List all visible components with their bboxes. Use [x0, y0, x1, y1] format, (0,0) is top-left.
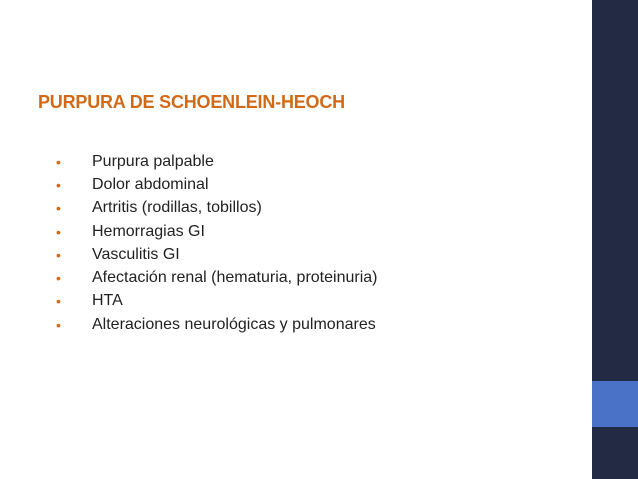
list-item — [56, 313, 377, 336]
list-item — [56, 197, 377, 220]
bullet-text: Hemorragias GI — [92, 222, 205, 240]
list-item — [56, 243, 377, 266]
bullet-text: Alteraciones neurológicas y pulmonares — [92, 315, 376, 333]
list-item — [56, 266, 377, 289]
bullet-text: Artritis (rodillas, tobillos) — [92, 199, 262, 217]
bullet-icon: • — [56, 153, 61, 170]
bullet-text: Afectación renal (hematuria, proteinuria) — [92, 269, 378, 287]
bullet-icon: • — [56, 270, 61, 287]
bullet-icon: • — [56, 223, 61, 240]
bullet-icon: • — [56, 293, 61, 310]
bullet-text: Dolor abdominal — [92, 175, 209, 193]
bullet-icon: • — [56, 200, 61, 217]
list-item — [56, 290, 377, 313]
bullet-text: Vasculitis GI — [92, 245, 180, 263]
bullet-text: HTA — [92, 292, 123, 310]
list-item — [56, 150, 377, 173]
list-item — [56, 173, 377, 196]
bullet-list — [56, 150, 377, 336]
bullet-text: Purpura palpable — [92, 152, 214, 170]
list-item — [56, 220, 377, 243]
bullet-icon: • — [56, 316, 61, 333]
bullet-icon: • — [56, 176, 61, 193]
bullet-icon: • — [56, 246, 61, 263]
slide-title: PURPURA DE SCHOENLEIN-HEOCH — [38, 92, 345, 112]
right-accent-square — [592, 381, 638, 427]
